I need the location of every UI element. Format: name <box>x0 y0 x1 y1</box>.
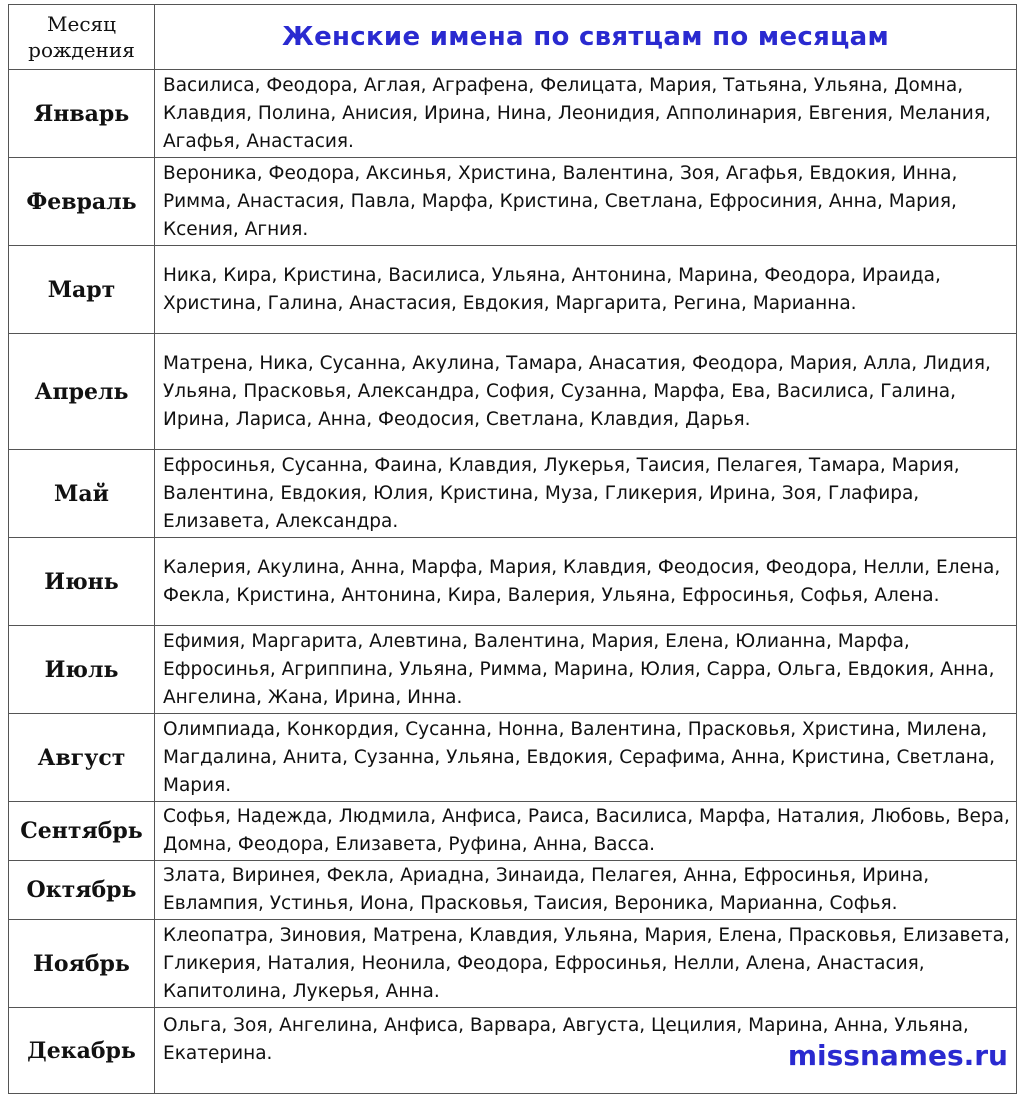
table-row <box>9 626 1017 714</box>
site-watermark: missnames.ru <box>787 1039 1008 1072</box>
month-cell: Январь <box>9 70 155 158</box>
names-cell: Ефросинья, Сусанна, Фаина, Клавдия, Лукерья, Таисия, Пелагея, Тамара, Мария, Валентина, Евдокия, Юлия, Кристина, Муза, Гликерия, Ирина, Зоя, Глафира, Елизавета, Александра. <box>155 450 1017 538</box>
names-cell: Вероника, Феодора, Аксинья, Христина, Валентина, Зоя, Агафья, Евдокия, Инна, Римма, Анастасия, Павла, Марфа, Кристина, Светлана, Ефросиния, Анна, Мария, Ксения, Агния. <box>155 158 1017 246</box>
month-column-header: Месяц рождения <box>9 5 155 70</box>
month-cell: Октябрь <box>9 861 155 920</box>
table-row <box>9 861 1017 920</box>
names-cell: Злата, Виринея, Фекла, Ариадна, Зинаида, Пелагея, Анна, Ефросинья, Ирина, Евлампия, Устинья, Иона, Прасковья, Таисия, Вероника, Марианна, Софья. <box>155 861 1017 920</box>
names-cell: Клеопатра, Зиновия, Матрена, Клавдия, Ульяна, Мария, Елена, Прасковья, Елизавета, Гликерия, Наталия, Неонила, Феодора, Ефросинья, Нелли, Алена, Анастасия, Капитолина, Лукерья, Анна. <box>155 920 1017 1008</box>
table-row <box>9 70 1017 158</box>
month-cell: Июль <box>9 626 155 714</box>
table-row <box>9 714 1017 802</box>
names-cell: Калерия, Акулина, Анна, Марфа, Мария, Клавдия, Феодосия, Феодора, Нелли, Елена, Фекла, Кристина, Антонина, Кира, Валерия, Ульяна, Ефросинья, Софья, Алена. <box>155 538 1017 626</box>
table-row <box>9 538 1017 626</box>
month-cell: Декабрь <box>9 1008 155 1094</box>
table-row <box>9 802 1017 861</box>
names-cell: Ольга, Зоя, Ангелина, Анфиса, Варвара, Августа, Цецилия, Марина, Анна, Ульяна, Екатерина. <box>155 1008 1017 1094</box>
month-cell: Август <box>9 714 155 802</box>
table-row <box>9 158 1017 246</box>
names-cell: Василиса, Феодора, Аглая, Аграфена, Фелицата, Мария, Татьяна, Ульяна, Домна, Клавдия, Полина, Анисия, Ирина, Нина, Леонидия, Апполинария, Евгения, Мелания, Агафья, Анастасия. <box>155 70 1017 158</box>
names-cell: Ника, Кира, Кристина, Василиса, Ульяна, Антонина, Марина, Феодора, Ираида, Христина, Галина, Анастасия, Евдокия, Маргарита, Регина, Марианна. <box>155 246 1017 334</box>
table-row <box>9 246 1017 334</box>
names-cell: Ефимия, Маргарита, Алевтина, Валентина, Мария, Елена, Юлианна, Марфа, Ефросинья, Агриппина, Ульяна, Римма, Марина, Юлия, Сарра, Ольга, Евдокия, Анна, Ангелина, Жана, Ирина, Инна. <box>155 626 1017 714</box>
table-row <box>9 450 1017 538</box>
names-cell: Софья, Надежда, Людмила, Анфиса, Раиса, Василиса, Марфа, Наталия, Любовь, Вера, Домна, Феодора, Елизавета, Руфина, Анна, Васса. <box>155 802 1017 861</box>
table-title: Женские имена по святцам по месяцам <box>155 5 1017 70</box>
month-cell: Март <box>9 246 155 334</box>
table-header-row <box>9 5 1017 70</box>
month-cell: Ноябрь <box>9 920 155 1008</box>
table-row <box>9 334 1017 450</box>
month-cell: Июнь <box>9 538 155 626</box>
names-cell: Матрена, Ника, Сусанна, Акулина, Тамара, Анасатия, Феодора, Мария, Алла, Лидия, Ульяна, Прасковья, Александра, София, Сузанна, Марфа, Ева, Василиса, Галина, Ирина, Лариса, Анна, Феодосия, Светлана, Клавдия, Дарья. <box>155 334 1017 450</box>
month-cell: Май <box>9 450 155 538</box>
names-table <box>8 4 1017 1094</box>
table-row <box>9 920 1017 1008</box>
names-cell: Олимпиада, Конкордия, Сусанна, Нонна, Валентина, Прасковья, Христина, Милена, Магдалина, Анита, Сузанна, Ульяна, Евдокия, Серафима, Анна, Кристина, Светлана, Мария. <box>155 714 1017 802</box>
month-cell: Апрель <box>9 334 155 450</box>
month-cell: Февраль <box>9 158 155 246</box>
month-cell: Сентябрь <box>9 802 155 861</box>
